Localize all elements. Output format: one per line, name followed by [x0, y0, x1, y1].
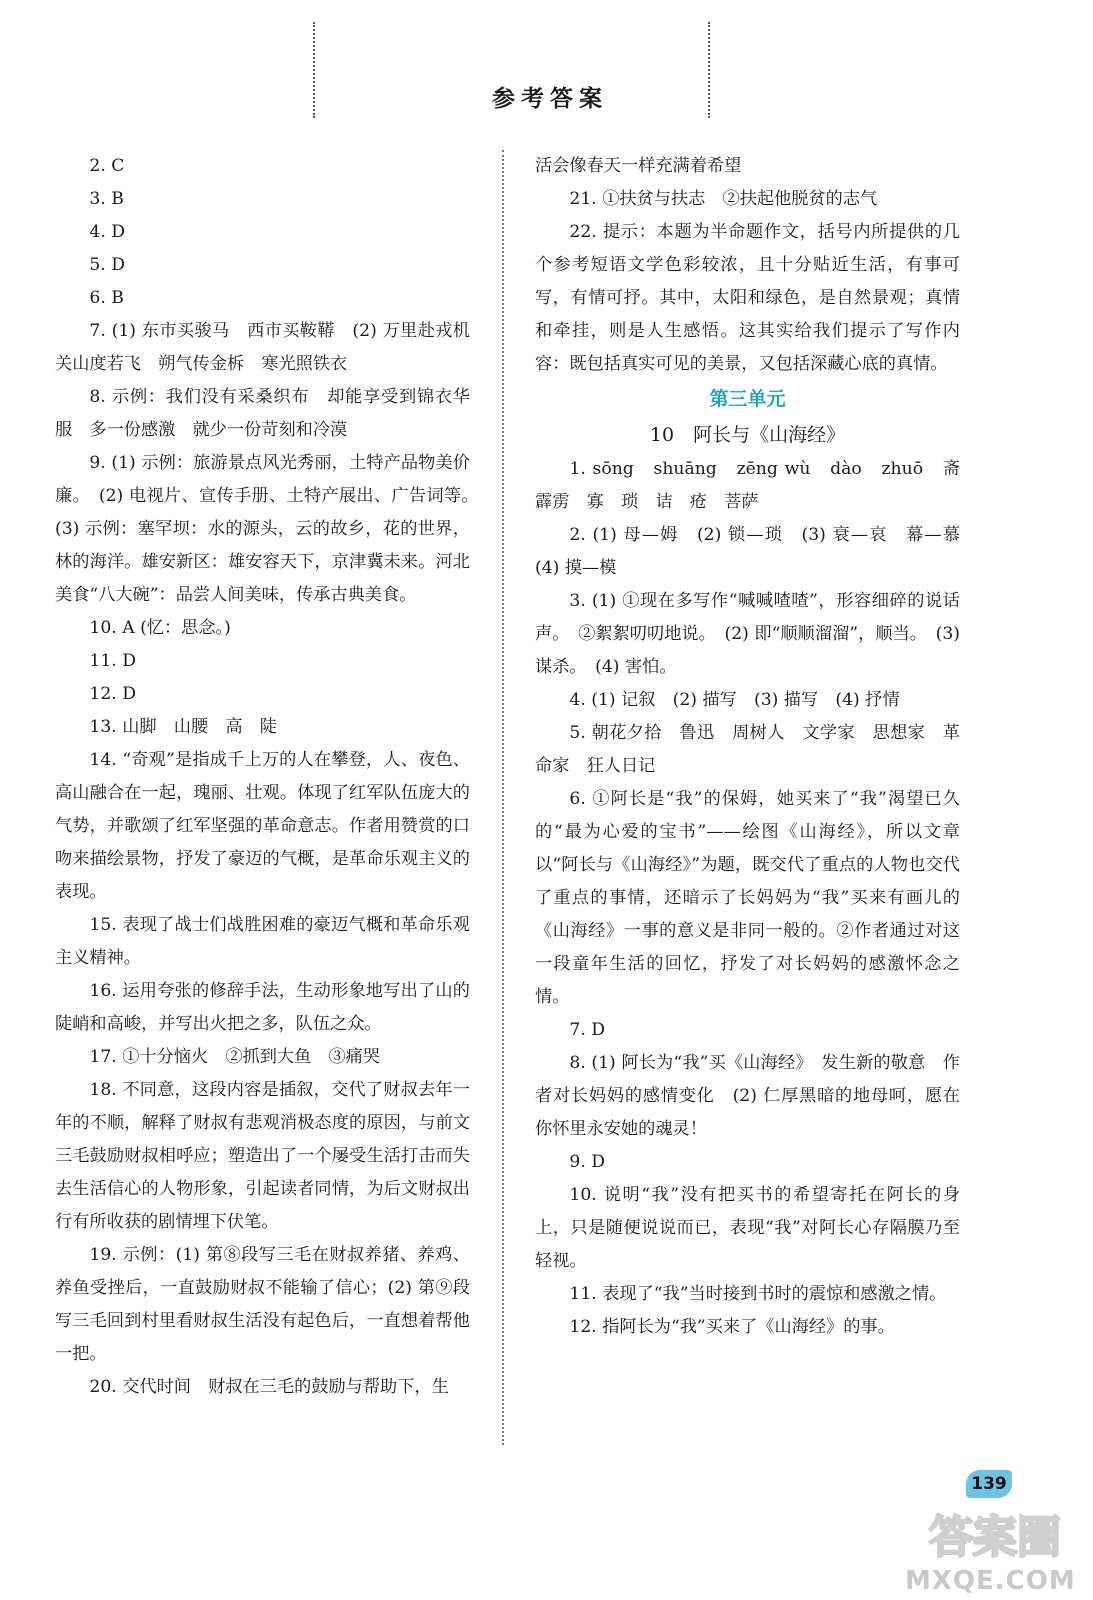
answer-item: 15. 表现了战士们战胜困难的豪迈气概和革命乐观主义精神。 [55, 915, 470, 968]
answer-item: 6. B [89, 288, 124, 308]
answer-item: 2. C [89, 156, 125, 176]
lesson-title: 10 阿长与《山海经》 [649, 424, 846, 446]
answer-item: 1. sōng shuāng zēng wù dào zhuō 斋 霹雳 寡 琐 诘 疮 菩萨 [535, 459, 978, 512]
column-divider [502, 150, 504, 1445]
answer-item: 11. D [89, 651, 136, 671]
answer-item: 20. 交代时间 财叔在三毛的鼓励与帮助下，生 [89, 1377, 449, 1397]
answer-item: 5. 朝花夕拾 鲁迅 周树人 文学家 思想家 革命家 狂人日记 [535, 723, 960, 776]
answer-item: 18. 不同意，这段内容是插叙，交代了财叔去年一年的不顺，解释了财叔有悲观消极态度的原因，与前文三毛鼓励财叔相呼应；塑造出了一个屡受生活打击而失去生活信心的人物形象，引起读者同情，为后文财叔出行有所收获的剧情埋下伏笔。 [55, 1080, 470, 1232]
answer-item: 3. (1) ①现在多写作“喊喊喳喳”，形容细碎的说话声。 ②絮絮叨叨地说。 (2) 即“顺顺溜溜”，顺当。 (3) 谋杀。 (4) 害怕。 [535, 591, 960, 677]
answer-item: 11. 表现了“我”当时接到书时的震惊和感激之情。 [569, 1284, 947, 1304]
answer-item: 9. (1) 示例：旅游景点风光秀丽，土特产品物美价廉。 (2) 电视片、宣传手册、土特产展出、广告词等。 (3) 示例：塞罕坝：水的源头，云的故乡，花的世界，林的海洋。雄安新区：雄安容天下，京津冀未来。河北美食“八大碗”：品尝人间美味，传承古典美食。 [55, 453, 488, 605]
answer-item: 10. 说明“我”没有把买书的希望寄托在阿长的身上，只是随便说说而已，表现“我”对阿长心存隔膜乃至轻视。 [535, 1185, 960, 1271]
answer-item: 7. (1) 东市买骏马 西市买鞍鞯 (2) 万里赴戎机 关山度若飞 朔气传金柝 寒光照铁衣 [55, 321, 488, 374]
header-left-dotted-line [313, 22, 315, 118]
answer-item: 17. ①十分恼火 ②抓到大鱼 ③痛哭 [89, 1047, 381, 1067]
answer-item: 2. (1) 母—姆 (2) 锁—琐 (3) 衰—哀 幕—慕 (4) 摸—模 [535, 525, 978, 578]
answer-item: 4. (1) 记叙 (2) 描写 (3) 描写 (4) 抒情 [569, 690, 900, 710]
page-number-badge: 139 [966, 1470, 1012, 1498]
answer-item: 4. D [89, 222, 126, 242]
answer-continuation: 活会像春天一样充满着希望 [535, 156, 742, 176]
unit-heading: 第三单元 [709, 388, 786, 410]
answer-item: 12. 指阿长为“我”买来了《山海经》的事。 [569, 1317, 895, 1337]
right-answer-column [535, 150, 978, 1344]
answer-item: 5. D [89, 255, 126, 275]
watermark-text: MXQE.COM [905, 1566, 1076, 1596]
answer-item: 19. 示例：(1) 第⑧段写三毛在财叔养猪、养鸡、养鱼受挫后，一直鼓励财叔不能输了信心；(2) 第⑨段写三毛回到村里看财叔生活没有起色后，一直想着帮他一把。 [55, 1245, 470, 1364]
answer-item: 22. 提示：本题为半命题作文，括号内所提供的几个参考短语文学色彩较浓，且十分贴近生活，有事可写，有情可抒。其中，太阳和绿色，是自然景观；真情和牵挂，则是人生感悟。这其实给我们提示了写作内容：既包括真实可见的美景，又包括深藏心底的真情。 [535, 222, 960, 374]
answer-item: 8. 示例：我们没有采桑织布 却能享受到锦衣华服 多一份感激 就少一份苛刻和冷漠 [55, 387, 470, 440]
answer-item: 14. “奇观”是指成千上万的人在攀登，人、夜色、高山融合在一起，瑰丽、壮观。体现了红军队伍庞大的气势，并歌颂了红军坚强的革命意志。作者用赞赏的口吻来描绘景物，抒发了豪迈的气概，是革命乐观主义的表现。 [55, 750, 470, 902]
answer-item: 8. (1) 阿长为“我”买《山海经》 发生新的敬意 作者对长妈妈的感情变化 (2) 仁厚黑暗的地母呵，愿在你怀里永安她的魂灵！ [535, 1053, 960, 1139]
answer-item: 16. 运用夸张的修辞手法，生动形象地写出了山的陡峭和高峻，并写出火把之多，队伍之众。 [55, 981, 470, 1034]
answer-item: 9. D [569, 1152, 606, 1172]
answer-item: 13. 山脚 山腰 高 陡 [89, 717, 277, 737]
answer-item: 21. ①扶贫与扶志 ②扶起他脱贫的志气 [569, 189, 878, 209]
answer-item: 12. D [89, 684, 136, 704]
answer-item: 10. A (忆：思念。) [89, 618, 231, 638]
answer-item: 7. D [569, 1020, 606, 1040]
answer-item: 3. B [89, 189, 124, 209]
answer-item: 6. ①阿长是“我”的保姆，她买来了“我”渴望已久的“最为心爱的宝书”——绘图《山海经》，所以文章以“阿长与《山海经》”为题，既交代了重点的人物也交代了重点的事情，还暗示了长妈妈为“我”买来有画儿的《山海经》一事的意义是非同一般的。②作者通过对这一段童年生活的回忆，抒发了对长妈妈的感激怀念之情。 [535, 789, 960, 1007]
page-title: 参考答案 [492, 86, 608, 112]
svg-text:答案圈: 答案圈 [929, 1512, 1061, 1563]
left-answer-column [55, 150, 488, 1404]
